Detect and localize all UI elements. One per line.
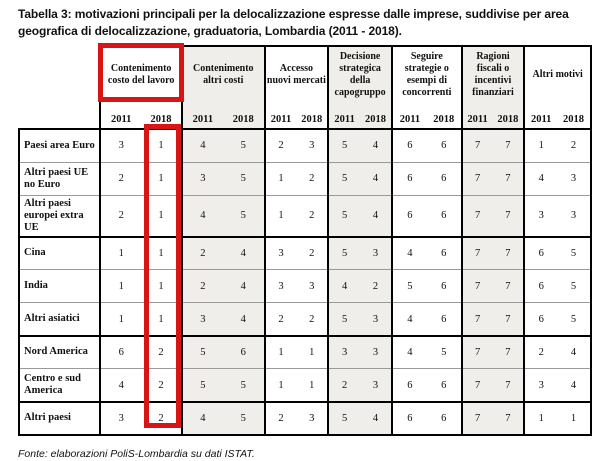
rank-cell: 5 [182,369,223,402]
rank-cell: 4 [182,402,223,435]
rank-cell: 1 [100,237,141,270]
rank-cell: 2 [141,336,182,369]
rank-cell: 3 [360,336,392,369]
rank-cell: 6 [427,402,462,435]
rank-cell: 4 [524,162,557,195]
rank-cell: 3 [328,336,360,369]
rank-cell: 5 [557,270,591,303]
year-header: 2011 [328,103,360,129]
rank-cell: 2 [296,237,328,270]
rank-cell: 4 [360,195,392,237]
rank-cell: 3 [360,369,392,402]
motivation-header: Contenimento costo del lavoro [100,46,182,103]
rank-cell: 5 [328,195,360,237]
rank-cell: 4 [223,270,265,303]
year-header: 2011 [462,103,493,129]
rank-cell: 1 [141,237,182,270]
rank-cell: 6 [392,402,427,435]
rank-cell: 7 [493,402,525,435]
rank-cell: 6 [427,195,462,237]
rank-cell: 1 [141,195,182,237]
table-row [19,237,591,270]
rank-cell: 6 [100,336,141,369]
rank-cell: 5 [328,402,360,435]
row-label: Altri paesi europei extra UE [19,195,100,237]
rank-cell: 7 [462,402,493,435]
row-label: Cina [19,237,100,270]
rank-cell: 5 [182,336,223,369]
rank-cell: 5 [328,129,360,162]
rank-cell: 1 [141,270,182,303]
rank-cell: 3 [265,237,297,270]
rank-cell: 2 [296,303,328,336]
rank-cell: 4 [360,402,392,435]
rank-cell: 2 [265,303,297,336]
rank-cell: 4 [557,336,591,369]
rank-cell: 3 [182,303,223,336]
row-label: India [19,270,100,303]
row-label: Paesi area Euro [19,129,100,162]
header-row [19,46,591,103]
row-label: Altri asiatici [19,303,100,336]
rank-cell: 1 [141,129,182,162]
row-label: Nord America [19,336,100,369]
year-header: 2011 [524,103,557,129]
rank-cell: 1 [141,162,182,195]
rank-cell: 7 [462,270,493,303]
rank-cell: 6 [524,237,557,270]
rank-cell: 4 [360,162,392,195]
rank-cell: 5 [392,270,427,303]
rank-cell: 4 [100,369,141,402]
rank-cell: 6 [427,237,462,270]
rank-cell: 7 [493,270,525,303]
rank-cell: 2 [265,129,297,162]
table-row [19,195,591,237]
rank-cell: 7 [462,369,493,402]
rank-cell: 1 [141,303,182,336]
rank-cell: 7 [493,303,525,336]
year-header: 2018 [141,103,182,129]
table-row [19,162,591,195]
corner-cell [19,46,100,129]
source-note: Fonte: elaborazioni PoliS-Lombardia su dati ISTAT. [18,447,255,460]
rank-cell: 5 [328,303,360,336]
rank-cell: 4 [360,129,392,162]
rank-cell: 2 [141,369,182,402]
rank-cell: 6 [392,129,427,162]
rank-cell: 2 [182,270,223,303]
rank-cell: 6 [223,336,265,369]
rank-cell: 2 [182,237,223,270]
rank-cell: 5 [557,303,591,336]
rank-cell: 7 [493,195,525,237]
table-wrap [18,45,592,436]
rank-cell: 3 [557,162,591,195]
rank-cell: 1 [296,336,328,369]
rank-cell: 4 [557,369,591,402]
row-label: Altri paesi UE no Euro [19,162,100,195]
rank-cell: 3 [100,129,141,162]
rank-cell: 5 [223,402,265,435]
rank-cell: 3 [100,402,141,435]
rank-cell: 5 [328,162,360,195]
year-header: 2018 [493,103,525,129]
rank-cell: 3 [557,195,591,237]
rank-cell: 3 [296,270,328,303]
table-row [19,303,591,336]
row-label: Altri paesi [19,402,100,435]
table-row [19,369,591,402]
rank-cell: 4 [223,237,265,270]
year-header: 2011 [100,103,141,129]
year-header: 2018 [360,103,392,129]
rank-cell: 5 [328,237,360,270]
year-header: 2011 [265,103,297,129]
rank-cell: 1 [265,195,297,237]
rank-cell: 2 [296,195,328,237]
year-header: 2011 [182,103,223,129]
rank-cell: 3 [296,129,328,162]
rank-cell: 5 [557,237,591,270]
rank-cell: 1 [265,336,297,369]
rank-cell: 1 [100,303,141,336]
rank-cell: 6 [427,369,462,402]
rank-cell: 6 [524,303,557,336]
rank-cell: 4 [328,270,360,303]
rank-cell: 1 [524,402,557,435]
rank-cell: 6 [427,270,462,303]
year-header: 2018 [427,103,462,129]
table-row [19,336,591,369]
rank-cell: 2 [360,270,392,303]
rank-cell: 1 [265,369,297,402]
rank-cell: 1 [524,129,557,162]
rank-cell: 4 [392,303,427,336]
year-header-row [19,103,591,129]
row-label: Centro e sud America [19,369,100,402]
rank-cell: 1 [265,162,297,195]
table-caption: Tabella 3: motivazioni principali per la delocalizzazione espresse dalle imprese, suddivise per area geografica di delocalizzazione, graduatoria, Lombardia (2011 - 2018). [18,7,569,39]
motivation-header: Altri motivi [524,46,591,103]
rank-cell: 6 [427,129,462,162]
rank-cell: 6 [392,162,427,195]
table-row [19,129,591,162]
rank-cell: 3 [360,237,392,270]
rank-cell: 1 [557,402,591,435]
rank-cell: 7 [493,237,525,270]
rank-cell: 7 [493,369,525,402]
table-row [19,402,591,435]
rank-cell: 1 [100,270,141,303]
rank-cell: 3 [296,402,328,435]
rank-cell: 2 [141,402,182,435]
year-header: 2011 [392,103,427,129]
rank-cell: 7 [462,162,493,195]
rank-cell: 2 [328,369,360,402]
rank-cell: 4 [223,303,265,336]
rank-cell: 4 [392,237,427,270]
rank-cell: 2 [524,336,557,369]
rank-cell: 3 [360,303,392,336]
rank-cell: 4 [182,129,223,162]
rank-cell: 2 [296,162,328,195]
rank-cell: 6 [392,195,427,237]
rank-cell: 2 [100,195,141,237]
rank-cell: 7 [462,195,493,237]
table-row [19,270,591,303]
rank-cell: 3 [182,162,223,195]
rank-cell: 6 [524,270,557,303]
rank-cell: 7 [493,129,525,162]
rank-cell: 5 [223,129,265,162]
motivation-header: Accesso nuovi mercati [265,46,329,103]
rank-cell: 4 [182,195,223,237]
rank-cell: 7 [462,237,493,270]
rank-cell: 3 [524,369,557,402]
rank-cell: 7 [493,336,525,369]
motivation-header: Contenimento altri costi [182,46,265,103]
rank-cell: 6 [392,369,427,402]
year-header: 2018 [223,103,265,129]
rank-cell: 1 [296,369,328,402]
rank-cell: 3 [524,195,557,237]
rank-cell: 6 [427,162,462,195]
rank-cell: 4 [392,336,427,369]
motivation-header: Ragioni fiscali o incentivi finanziari [462,46,525,103]
rank-cell: 5 [427,336,462,369]
rank-cell: 5 [223,369,265,402]
rank-cell: 7 [462,129,493,162]
rank-cell: 5 [223,195,265,237]
rank-cell: 7 [493,162,525,195]
motivation-header: Decisione strategica della capogruppo [328,46,392,103]
year-header: 2018 [296,103,328,129]
motivations-table [18,45,592,436]
rank-cell: 2 [265,402,297,435]
rank-cell: 2 [100,162,141,195]
rank-cell: 7 [462,336,493,369]
rank-cell: 2 [557,129,591,162]
year-header: 2018 [557,103,591,129]
rank-cell: 7 [462,303,493,336]
rank-cell: 3 [265,270,297,303]
rank-cell: 6 [427,303,462,336]
motivation-header: Seguire strategie o esempi di concorrenti [392,46,462,103]
rank-cell: 5 [223,162,265,195]
